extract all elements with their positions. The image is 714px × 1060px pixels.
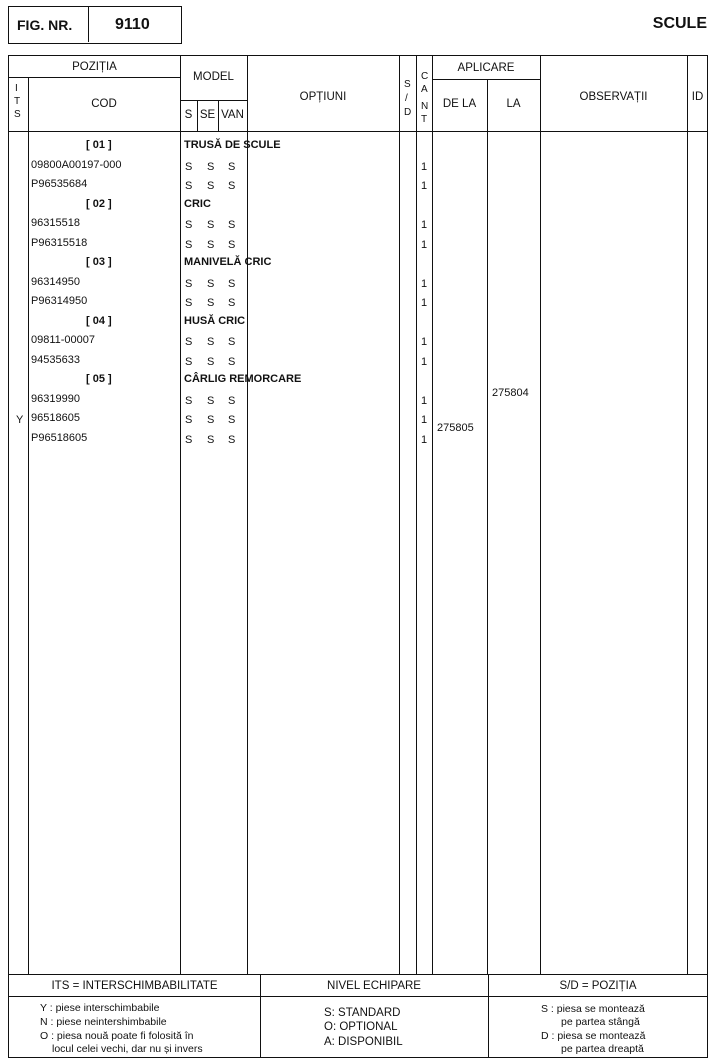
part-model-s: S — [185, 238, 193, 251]
part-code: 96518605 — [31, 412, 80, 424]
part-code: P96518605 — [31, 431, 88, 444]
part-model-se: S — [207, 160, 215, 173]
group-name: MANIVELĂ CRIC — [184, 256, 272, 268]
col-its-t: T — [14, 96, 21, 107]
part-model-se: S — [207, 433, 215, 446]
part-model-van: S — [228, 297, 236, 309]
legend-top-line — [9, 974, 707, 975]
legend-sd-title: S/D = POZIȚIA — [559, 980, 637, 992]
col-de-la: DE LA — [442, 98, 477, 110]
part-model-s: S — [185, 297, 193, 309]
part-model-van: S — [228, 355, 236, 368]
part-code: 96315518 — [31, 217, 80, 229]
part-de-la: 275805 — [437, 422, 474, 434]
part-model-van: S — [228, 180, 236, 192]
group-position: [ 05 ] — [86, 373, 112, 385]
part-model-van: S — [228, 238, 236, 251]
legend-its-line-4: locul celei vechi, dar nu și invers — [52, 1043, 203, 1055]
legend-sd-line-1: S : piesa se montează — [541, 1003, 645, 1015]
group-name: CRIC — [184, 197, 211, 210]
col-la: LA — [506, 98, 521, 110]
fig-label: FIG. NR. — [17, 17, 73, 33]
col-its-i: I — [15, 83, 18, 94]
part-code: 09800A00197-000 — [31, 158, 122, 171]
part-model-s: S — [185, 160, 193, 173]
legend-its-line-2: N : piese neintershimbabile — [40, 1016, 167, 1028]
group-position: [ 04 ] — [86, 314, 112, 327]
col-pozitia: POZIȚIA — [72, 61, 117, 73]
col-id: ID — [691, 91, 704, 103]
group-position: [ 01 ] — [86, 139, 112, 151]
part-quantity: 1 — [421, 160, 428, 173]
legend-its-line-3: O : piesa nouă poate fi folosită în — [40, 1030, 194, 1042]
part-model-se: S — [207, 277, 215, 290]
col-aplicare: APLICARE — [457, 62, 515, 74]
col-sd-slash: / — [405, 93, 408, 104]
part-model-se: S — [207, 355, 215, 368]
part-quantity: 1 — [421, 297, 428, 309]
part-code: 96319990 — [31, 392, 80, 405]
part-quantity: 1 — [421, 355, 428, 368]
col-model-se: SE — [199, 109, 216, 121]
part-quantity: 1 — [421, 277, 428, 290]
col-model-van: VAN — [221, 109, 244, 121]
part-quantity: 1 — [421, 180, 428, 192]
part-code: 94535633 — [31, 353, 80, 366]
part-model-se: S — [207, 394, 215, 407]
part-la: 275804 — [492, 386, 529, 399]
part-model-van: S — [228, 414, 236, 426]
part-model-se: S — [207, 238, 215, 251]
part-model-s: S — [185, 336, 193, 348]
group-position: [ 03 ] — [86, 256, 112, 268]
col-sd-d: D — [404, 107, 412, 118]
col-its-s: S — [14, 109, 21, 120]
legend-its-title: ITS = INTERSCHIMBABILITATE — [51, 980, 218, 992]
group-name: CÂRLIG REMORCARE — [184, 373, 302, 385]
legend-nivel-title: NIVEL ECHIPARE — [327, 980, 421, 992]
col-sd-s: S — [404, 79, 411, 90]
part-model-se: S — [207, 336, 215, 348]
part-model-se: S — [207, 414, 215, 426]
part-model-s: S — [185, 219, 193, 231]
part-model-van: S — [228, 336, 236, 348]
legend-nivel-line-3: A: DISPONIBIL — [324, 1036, 403, 1048]
legend-nivel-line-1: S: STANDARD — [324, 1007, 401, 1019]
col-cant-a: A — [421, 84, 428, 95]
legend-nivel-line-2: O: OPTIONAL — [324, 1021, 398, 1033]
col-cant-n: N — [421, 101, 429, 112]
part-model-van: S — [228, 394, 236, 407]
part-model-van: S — [228, 277, 236, 290]
part-model-s: S — [185, 394, 193, 407]
part-code: 96314950 — [31, 275, 80, 288]
legend-sd-line-2: pe partea stângă — [561, 1016, 640, 1028]
fig-number: 9110 — [115, 16, 150, 33]
part-model-s: S — [185, 277, 193, 290]
part-quantity: 1 — [421, 336, 428, 348]
part-model-van: S — [228, 160, 236, 173]
col-cant-t: T — [421, 114, 428, 125]
part-model-van: S — [228, 219, 236, 231]
part-code: P96314950 — [31, 295, 88, 307]
part-model-s: S — [185, 355, 193, 368]
legend-sd-line-4: pe partea dreaptă — [561, 1043, 644, 1055]
col-cod: COD — [91, 98, 117, 110]
group-position: [ 02 ] — [86, 197, 112, 210]
part-code: P96315518 — [31, 236, 88, 249]
legend-its-line-1: Y : piese interschimbabile — [40, 1002, 160, 1014]
legend-title-line — [9, 996, 707, 997]
col-model: MODEL — [193, 71, 234, 83]
group-name: HUSĂ CRIC — [184, 314, 246, 327]
part-quantity: 1 — [421, 414, 428, 426]
part-model-van: S — [228, 433, 236, 446]
part-its: Y — [16, 414, 24, 426]
part-code: P96535684 — [31, 178, 88, 190]
part-model-s: S — [185, 414, 193, 426]
part-code: 09811-00007 — [31, 334, 96, 346]
group-name: TRUSĂ DE SCULE — [184, 139, 281, 151]
col-model-s: S — [184, 109, 193, 121]
part-quantity: 1 — [421, 433, 428, 446]
legend-sd-line-3: D : piesa se montează — [541, 1030, 646, 1042]
part-quantity: 1 — [421, 219, 428, 231]
part-model-se: S — [207, 297, 215, 309]
col-observatii: OBSERVAȚII — [579, 91, 648, 103]
part-model-s: S — [185, 433, 193, 446]
part-quantity: 1 — [421, 238, 428, 251]
col-optiuni: OPȚIUNI — [299, 91, 347, 103]
part-model-se: S — [207, 180, 215, 192]
part-model-s: S — [185, 180, 193, 192]
part-model-se: S — [207, 219, 215, 231]
col-cant-c: C — [421, 71, 429, 82]
part-quantity: 1 — [421, 394, 428, 407]
section-title: SCULE — [652, 15, 707, 32]
